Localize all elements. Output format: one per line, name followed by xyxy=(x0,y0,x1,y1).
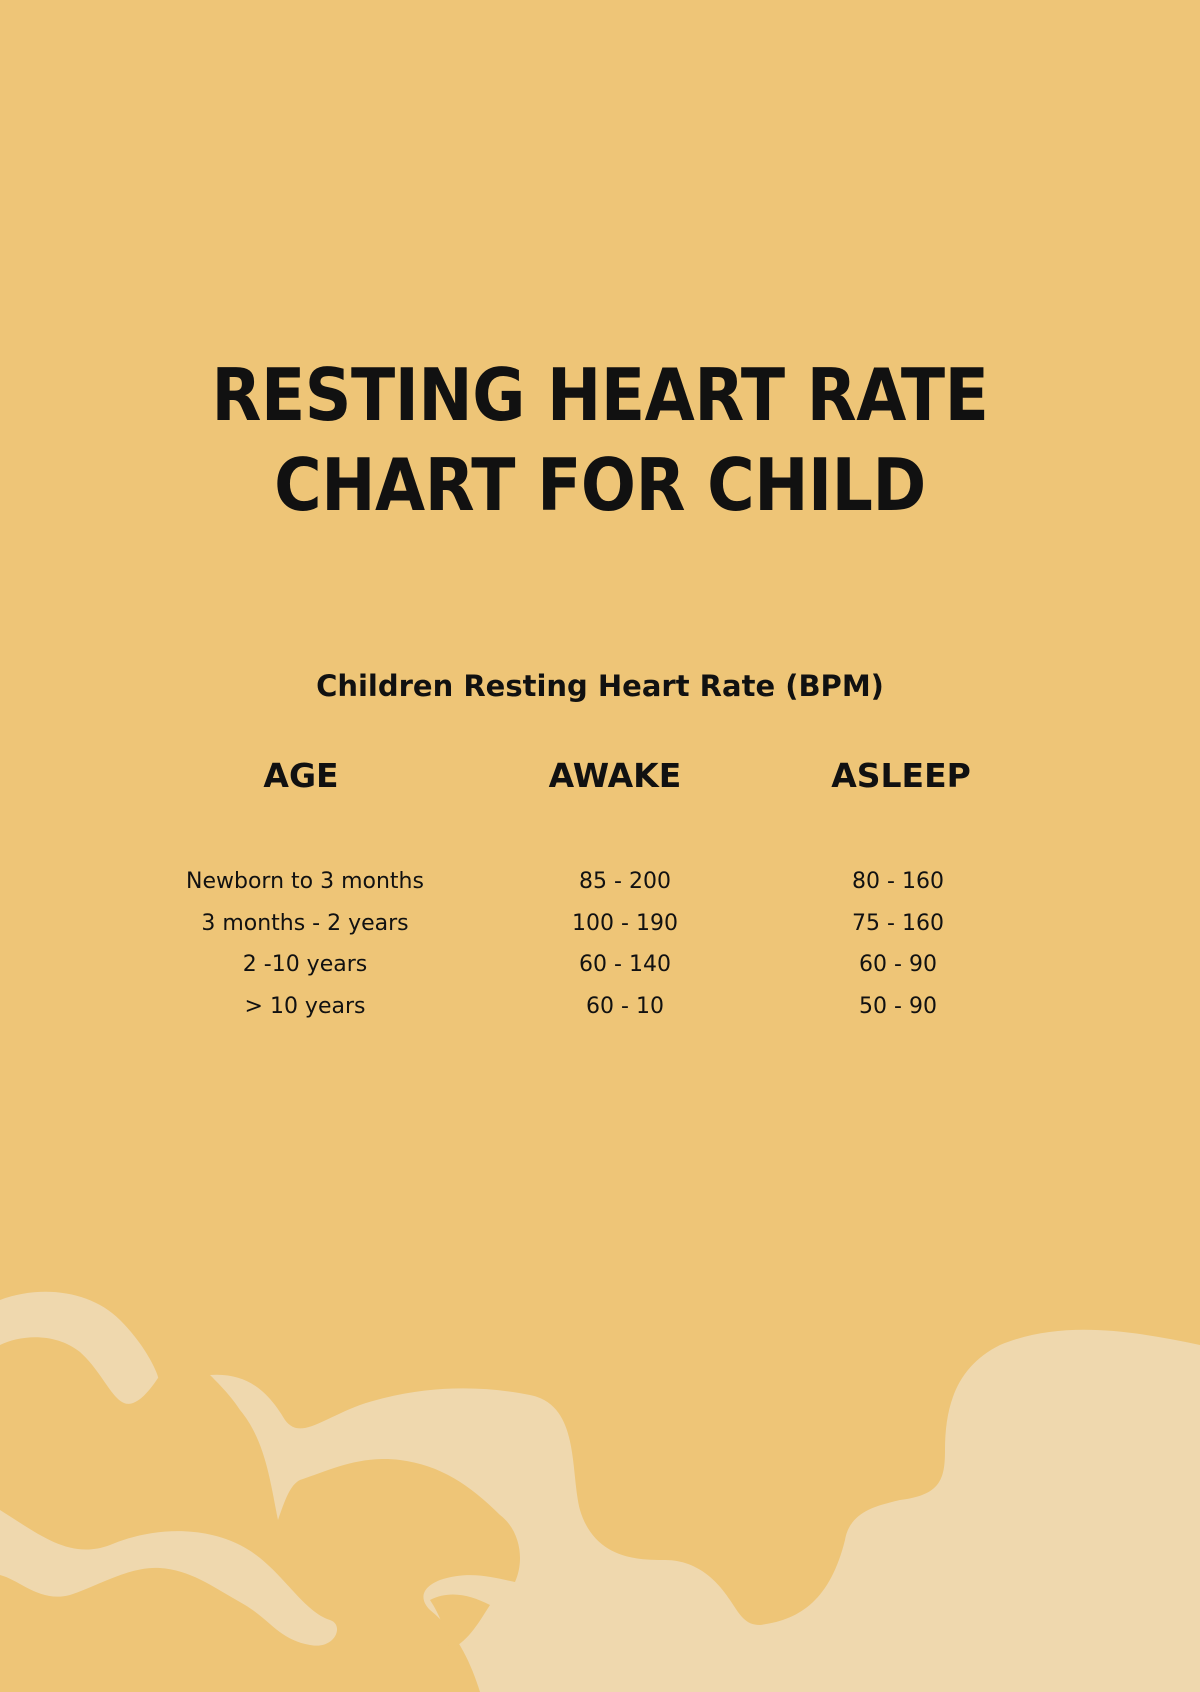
wave-shape-lower-left xyxy=(0,1510,337,1646)
title-line-1: RESTING HEART RATE xyxy=(211,353,989,437)
cell-asleep-row-1: 80 - 160 xyxy=(852,869,944,894)
cell-asleep-row-3: 60 - 90 xyxy=(859,952,937,977)
cell-asleep-row-2: 75 - 160 xyxy=(852,911,944,936)
wave-shape-lower-right xyxy=(1038,1635,1200,1692)
title-line-2: CHART FOR CHILD xyxy=(274,443,926,527)
cell-awake-row-2: 100 - 190 xyxy=(572,911,678,936)
swirl-shape-left xyxy=(0,1292,158,1404)
wave-shape-middle xyxy=(210,1330,1200,1692)
cell-awake-row-1: 85 - 200 xyxy=(579,869,671,894)
column-header-age: AGE xyxy=(263,756,339,795)
cell-age-row-1: Newborn to 3 months xyxy=(186,869,424,894)
column-header-asleep: ASLEEP xyxy=(831,756,971,795)
wave-cutout xyxy=(430,1595,490,1650)
table-caption: Children Resting Heart Rate (BPM) xyxy=(316,669,884,703)
cell-awake-row-4: 60 - 10 xyxy=(586,994,664,1019)
column-header-awake: AWAKE xyxy=(548,756,682,795)
cell-awake-row-3: 60 - 140 xyxy=(579,952,671,977)
cell-asleep-row-4: 50 - 90 xyxy=(859,994,937,1019)
page-title xyxy=(60,350,1140,530)
cell-age-row-2: 3 months - 2 years xyxy=(201,911,409,936)
cell-age-row-3: 2 -10 years xyxy=(242,952,368,977)
cell-age-row-4: > 10 years xyxy=(244,994,366,1019)
